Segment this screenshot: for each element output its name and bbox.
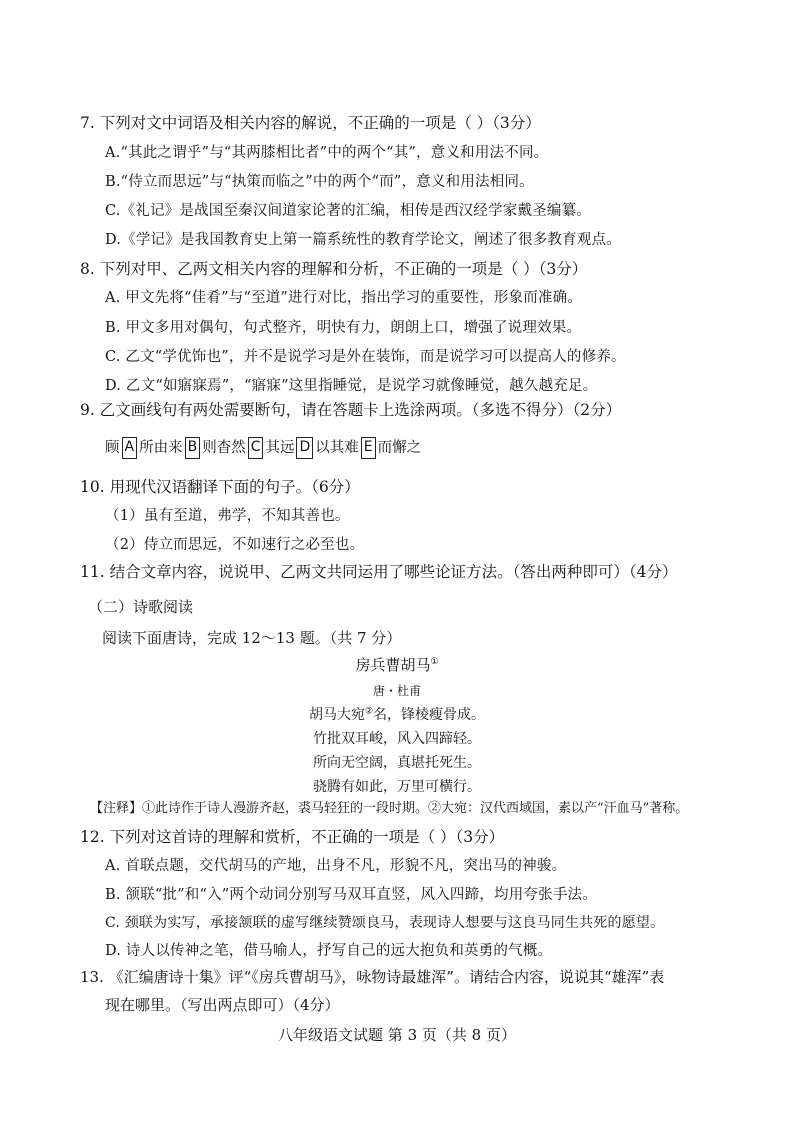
q13-stem-line-1: 13. 《汇编唐诗十集》评“《房兵曹胡马》，咏物诗最雄浑”。请结合内容，说说其“雄浑”表 bbox=[80, 968, 665, 986]
q8-option-b: B. 甲文多用对偶句，句式整齐，明快有力，朗朗上口，增强了说理效果。 bbox=[105, 320, 582, 336]
poem-line-3: 所向无空阔，真堪托死生。 bbox=[313, 755, 481, 771]
footnote-marker: ① bbox=[430, 657, 439, 667]
page-footer: 八年级语文试题 第 3 页（共 8 页） bbox=[278, 1026, 516, 1044]
q9-segment-row bbox=[105, 437, 421, 459]
q9-segment: 而懈之 bbox=[377, 440, 422, 456]
q12-option-a: A. 首联点题，交代胡马的产地，出身不凡，形貌不凡，突出马的神骏。 bbox=[105, 858, 567, 874]
q10-item-1: （1）虽有至道，弗学，不知其善也。 bbox=[105, 508, 350, 524]
section-intro: 阅读下面唐诗，完成 12～13 题。（共 7 分） bbox=[102, 629, 402, 647]
q13-stem-line-2: 现在哪里。（写出两点即可）（4分） bbox=[105, 996, 340, 1014]
q9-box-b: B bbox=[185, 437, 201, 459]
q9-box-c: C bbox=[248, 437, 264, 459]
poem-annotation: 【注释】①此诗作于诗人漫游齐赵，裘马轻狂的一段时期。②大宛：汉代西域国，素以产“汗血马”著称。 bbox=[90, 801, 689, 816]
q9-segment: 则杳然 bbox=[202, 440, 246, 456]
q8-option-a: A. 甲文先将“佳肴”与“至道”进行对比，指出学习的重要性，形象而准确。 bbox=[105, 290, 583, 306]
poem-line-1 bbox=[0, 705, 794, 725]
q8-option-c: C. 乙文“学优饰也”，并不是说学习是外在装饰，而是说学习可以提高人的修养。 bbox=[105, 349, 626, 365]
q7-stem: 7. 下列对文中词语及相关内容的解说，不正确的一项是（ ）（3分） bbox=[80, 114, 541, 132]
q12-option-c: C. 颈联为实写，承接颔联的虚写继续赞颂良马，表现诗人想要与这良马同生共死的愿望。 bbox=[105, 915, 665, 931]
poem-title-text: 房兵曹胡马 bbox=[355, 656, 431, 674]
q9-segment: 其远 bbox=[265, 440, 295, 456]
q7-option-d: D.《学记》是我国教育史上第一篇系统性的教育学论文，阐述了很多教育观点。 bbox=[105, 232, 621, 248]
q12-option-d: D. 诗人以传神之笔，借马喻人，抒写自己的远大抱负和英勇的气概。 bbox=[105, 943, 553, 959]
poem-line-2: 竹批双耳峻，风入四蹄轻。 bbox=[313, 731, 481, 747]
q8-stem: 8. 下列对甲、乙两文相关内容的理解和分析，不正确的一项是（ ）（3分） bbox=[80, 260, 588, 278]
q12-option-b: B. 颔联“批”和“入”两个动词分别写马双耳直竖，风入四蹄，均用夸张手法。 bbox=[105, 887, 597, 903]
poem-line-text: 胡马大宛 bbox=[308, 707, 365, 723]
q9-box-e: E bbox=[361, 437, 376, 459]
poem-line-text: 名，锋棱瘦骨成。 bbox=[373, 707, 486, 723]
q12-stem: 12. 下列对这首诗的理解和赏析，不正确的一项是（ ）（3分） bbox=[80, 828, 505, 846]
section-heading: （二）诗歌阅读 bbox=[88, 598, 194, 616]
poem-title bbox=[0, 655, 794, 675]
q9-stem: 9. 乙文画线句有两处需要断句，请在答题卡上选涂两项。（多选不得分）（2分） bbox=[80, 401, 622, 419]
poem-author: 唐・杜甫 bbox=[372, 684, 421, 698]
q10-item-2: （2）侍立而思远，不如速行之必至也。 bbox=[105, 537, 365, 553]
q9-box-a: A bbox=[122, 437, 138, 459]
q9-segment: 以其难 bbox=[315, 440, 359, 456]
q7-option-b: B.“侍立而思远”与“执策而临之”中的两个“而”，意义和用法相同。 bbox=[105, 174, 534, 190]
q10-stem: 10. 用现代汉语翻译下面的句子。（6分） bbox=[80, 478, 360, 496]
q9-box-d: D bbox=[296, 437, 313, 459]
footnote-marker: ② bbox=[364, 706, 374, 717]
q7-option-a: A.“其此之谓乎”与“其两膝相比者”中的两个“其”，意义和用法不同。 bbox=[105, 145, 549, 161]
q11-stem: 11. 结合文章内容，说说甲、乙两文共同运用了哪些论证方法。（答出两种即可）（4分） bbox=[80, 563, 678, 581]
q9-segment: 所由来 bbox=[139, 440, 183, 456]
poem-line-4: 骁腾有如此，万里可横行。 bbox=[313, 779, 481, 795]
q8-option-d: D. 乙文“如寤寐焉”，“寤寐”这里指睡觉，是说学习就像睡觉，越久越充足。 bbox=[105, 378, 598, 394]
q9-segment: 顾 bbox=[105, 440, 120, 456]
q7-option-c: C.《礼记》是战国至秦汉间道家论著的汇编，相传是西汉经学家戴圣编纂。 bbox=[105, 203, 591, 219]
